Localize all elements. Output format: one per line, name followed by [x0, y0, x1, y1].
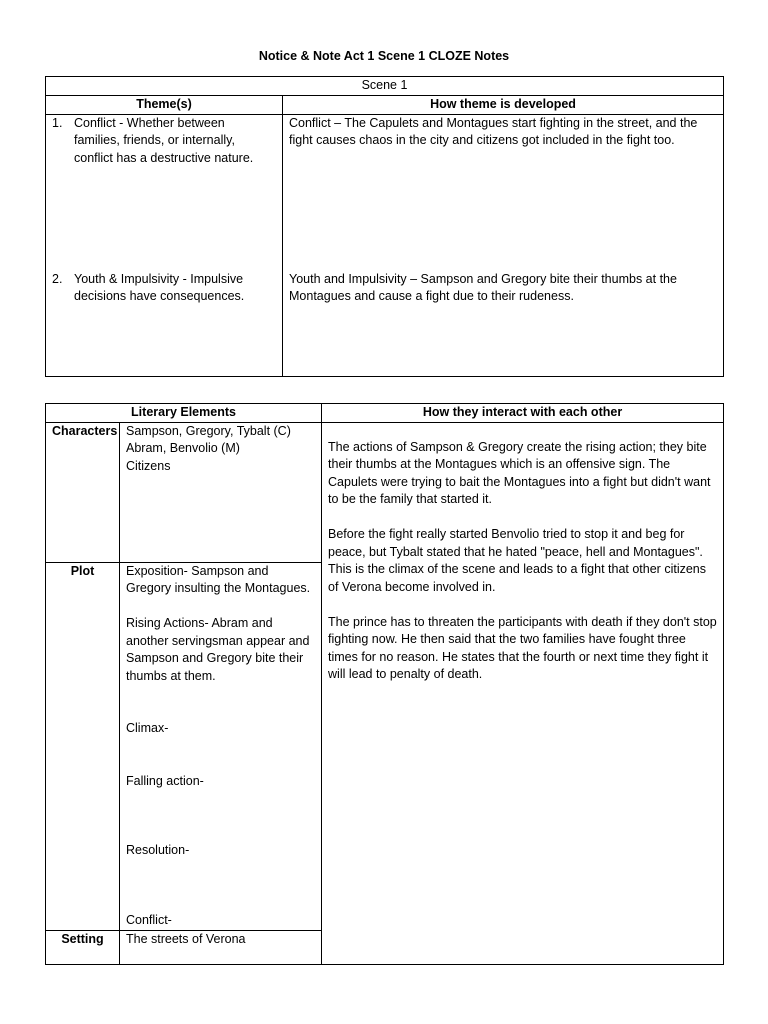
characters-cell	[120, 422, 322, 562]
plot-climax: Climax-	[126, 721, 169, 735]
scene-caption: Scene 1	[46, 77, 724, 96]
theme-number: 1.	[52, 115, 63, 130]
development-text-1: Conflict – The Capulets and Montagues start fighting in the street, and the fight causes chaos in the city and citizens got included in the fight too.	[289, 115, 698, 147]
plot-exposition: Exposition- Sampson and Gregory insulting the Montagues.	[126, 563, 311, 595]
plot-falling-action: Falling action-	[126, 773, 204, 788]
plot-rising-action: Rising Actions- Abram and another servingsman appear and Sampson and Gregory bite their thumbs at them.	[126, 616, 310, 683]
theme-item-2	[52, 271, 276, 306]
development-cell	[283, 114, 724, 376]
setting-cell: The streets of Verona	[120, 930, 322, 964]
plot-label: Plot	[46, 562, 120, 930]
interaction-header: How they interact with each other	[322, 404, 724, 423]
interaction-paragraph-2: Before the fight really started Benvolio tried to stop it and beg for peace, but Tybalt stated that he hated "peace, hell and Montagues". This is the climax of the scene and leads to a fight that other citizens of Verona become involved in.	[328, 527, 706, 594]
character-line: Abram, Benvolio (M)	[126, 441, 240, 455]
plot-conflict: Conflict-	[126, 912, 172, 927]
interaction-paragraph-1: The actions of Sampson & Gregory create the rising action; they bite their thumbs at the Montagues which is an offensive sign. The Capulets were trying to bait the Montagues into a fight but didn't want to be the family that started it.	[328, 439, 711, 506]
themes-header: Theme(s)	[46, 96, 283, 115]
page-title: Notice & Note Act 1 Scene 1 CLOZE Notes	[258, 49, 510, 63]
interaction-paragraph-3: The prince has to threaten the participants with death if they don't stop fighting now. He then said that the two families have fought three times for no reason. He states that the fourth or next time they fight it will lead to penalty of death.	[328, 614, 717, 681]
characters-label: Characters	[46, 422, 120, 562]
setting-label: Setting	[46, 930, 120, 964]
themes-cell	[46, 114, 283, 376]
interaction-cell	[322, 422, 724, 964]
theme-item-1	[52, 115, 276, 271]
development-text-2: Youth and Impulsivity – Sampson and Gregory bite their thumbs at the Montagues and cause a fight due to their rudeness.	[289, 271, 677, 303]
theme-text: Conflict - Whether between families, friends, or internally, conflict has a destructive nature.	[74, 115, 254, 165]
plot-cell	[120, 562, 322, 930]
character-line: Citizens	[126, 458, 171, 473]
theme-text: Youth & Impulsivity - Impulsive decisions have consequences.	[74, 271, 245, 303]
theme-number: 2.	[52, 271, 63, 286]
themes-body-row	[46, 114, 724, 376]
plot-resolution: Resolution-	[126, 843, 190, 857]
character-line: Sampson, Gregory, Tybalt (C)	[126, 423, 291, 438]
development-header: How theme is developed	[283, 96, 724, 115]
literary-elements-header: Literary Elements	[46, 404, 322, 423]
literary-elements-table	[45, 403, 724, 965]
themes-table	[45, 76, 724, 377]
